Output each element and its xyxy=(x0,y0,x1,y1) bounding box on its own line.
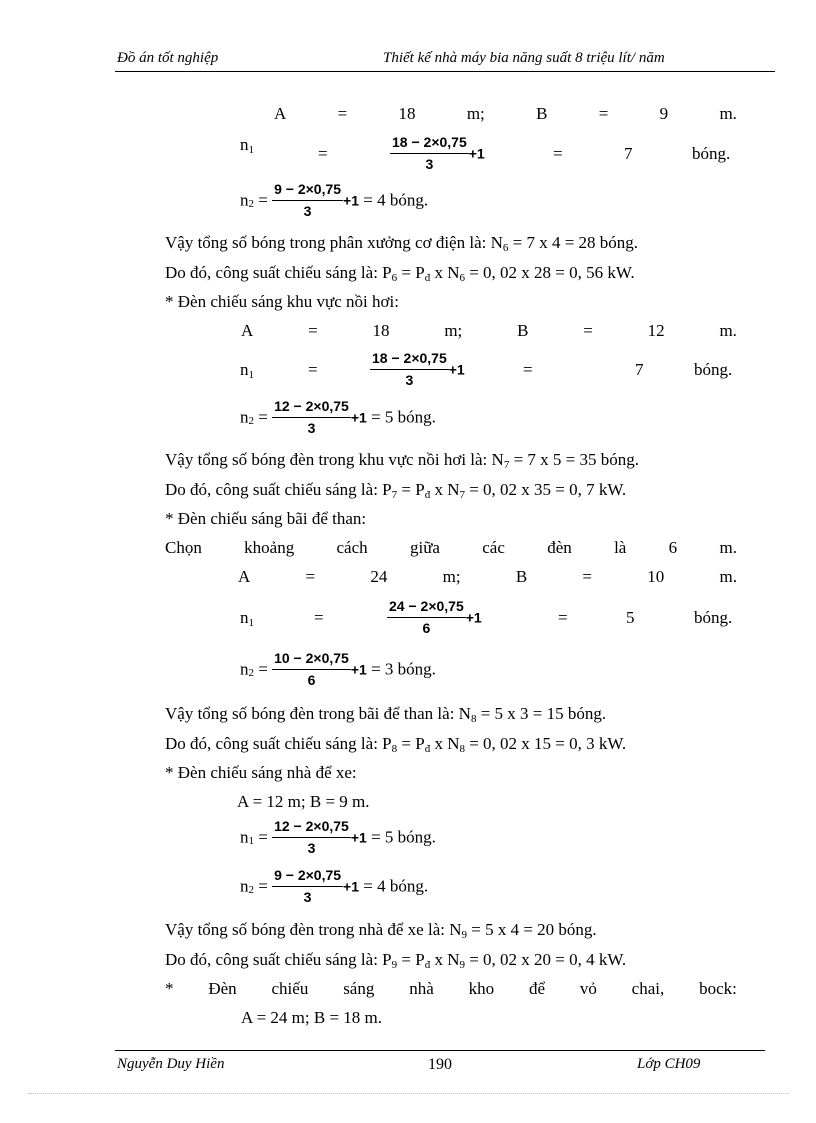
token: m. xyxy=(719,567,737,586)
s1-power: Do đó, công suất chiếu sáng là: $P_6 = P_đ$ x $N_6 = 0$, 02 x 28 = 0, 56 kW. xyxy=(165,263,635,284)
footer-class: Lớp CH09 xyxy=(637,1056,701,1072)
s1-n1-row xyxy=(240,134,738,172)
s1-n1-unit: bóng. xyxy=(692,144,731,163)
token: đèn xyxy=(547,538,572,557)
token: là xyxy=(614,538,627,557)
s2-n2-row: $n_2$ = $\frac{12 - 2\times 0,75}{3}$ +1 = 5 bóng. xyxy=(240,398,436,436)
page-edge-dots xyxy=(28,1093,788,1094)
s2-title: * Đèn chiếu sáng khu vực nồi hơi: xyxy=(165,292,399,311)
token: A xyxy=(274,104,287,123)
s3-total: Vậy tổng số bóng đèn trong bãi để than là: $N_8 = 5$ x 3 = 15 bóng. xyxy=(165,704,607,725)
token: nhà xyxy=(409,979,434,998)
page-number: 190 xyxy=(428,1056,452,1073)
token: m; xyxy=(444,321,463,340)
token: chiếu xyxy=(271,979,309,998)
token: vỏ xyxy=(579,979,597,998)
token: khoảng xyxy=(244,538,295,557)
s2-dimensions xyxy=(241,321,737,341)
header-right: Thiết kế nhà máy bia năng suất 8 triệu lít/ năm xyxy=(383,50,665,66)
s1-n1-lhs: $n_1$ xyxy=(240,134,254,156)
s1-n1-formula: $\frac{18 - 2\times 0,75}{3}$ +1 xyxy=(392,134,485,172)
s1-n1-val: 7 xyxy=(624,144,633,163)
token: m; xyxy=(442,567,461,586)
token: 24 xyxy=(370,567,388,586)
token: 18 xyxy=(372,321,390,340)
token: Đèn xyxy=(208,979,237,998)
s2-power: Do đó, công suất chiếu sáng là: $P_7 = P_đ$ x $N_7 = 0$, 02 x 35 = 0, 7 kW. xyxy=(165,480,627,501)
token: để xyxy=(528,979,545,998)
token: = xyxy=(583,321,593,340)
token: = xyxy=(337,104,348,123)
token: A xyxy=(241,321,254,340)
token: m. xyxy=(719,538,737,557)
token: m; xyxy=(466,104,485,123)
s4-n2-row: $n_2$ = $\frac{9 - 2\times 0,75}{3}$ +1 = 4 bóng. xyxy=(240,867,429,905)
token: = xyxy=(305,567,316,586)
s4-total: Vậy tổng số bóng đèn trong nhà để xe là: $N_9 = 5$ x 4 = 20 bóng. xyxy=(165,920,597,941)
footer-rule xyxy=(115,1050,765,1051)
token: B xyxy=(515,567,528,586)
token: sáng xyxy=(343,979,375,998)
s5-dimensions: A = 24 m; B = 18 m. xyxy=(241,1008,383,1027)
s3-title: * Đèn chiếu sáng bãi để than: xyxy=(165,509,367,528)
token: 18 xyxy=(398,104,416,123)
s1-n1-eq2: = xyxy=(553,144,563,163)
footer-author: Nguyễn Duy Hiền xyxy=(117,1056,225,1072)
token: = xyxy=(308,321,318,340)
s2-total: Vậy tổng số bóng đèn trong khu vực nồi hơi là: $N_7 = 7$ x 5 = 35 bóng. xyxy=(165,450,639,471)
s1-n1-eq: = xyxy=(318,144,328,163)
token: = xyxy=(598,104,609,123)
s3-choose xyxy=(165,538,737,558)
token: B xyxy=(536,104,548,123)
s3-power: Do đó, công suất chiếu sáng là: $P_8 = P_đ$ x $N_8 = 0$, 02 x 15 = 0, 3 kW. xyxy=(165,734,627,755)
token: 6 xyxy=(668,538,678,557)
s5-title xyxy=(165,979,737,999)
token: kho xyxy=(468,979,495,998)
s4-dimensions: A = 12 m; B = 9 m. xyxy=(237,792,370,811)
s1-n2-row: $n_2$ = $\frac{9 - 2\times 0,75}{3}$ +1 = 4 bóng. xyxy=(240,181,429,219)
header-rule xyxy=(115,71,775,72)
header-left: Đồ án tốt nghiệp xyxy=(117,50,219,66)
token: = xyxy=(582,567,593,586)
token: các xyxy=(482,538,505,557)
token: 10 xyxy=(647,567,665,586)
s1-dimensions xyxy=(274,104,737,124)
s3-n2-row: $n_2$ = $\frac{10 - 2\times 0,75}{6}$ +1 = 3 bóng. xyxy=(240,650,436,688)
token: 12 xyxy=(647,321,665,340)
token: m. xyxy=(719,321,737,340)
s4-power: Do đó, công suất chiếu sáng là: $P_9 = P_đ$ x $N_9 = 0$, 02 x 20 = 0, 4 kW. xyxy=(165,950,627,971)
token: cách xyxy=(336,538,368,557)
s4-n1-row: $n_1$ = $\frac{12 - 2\times 0,75}{3}$ +1 = 5 bóng. xyxy=(240,818,436,856)
s3-dimensions xyxy=(238,567,737,587)
token: chai, xyxy=(631,979,665,998)
token: Chọn xyxy=(165,538,202,557)
token: bock: xyxy=(699,979,737,998)
token: giữa xyxy=(409,538,440,557)
token: B xyxy=(517,321,529,340)
token: * xyxy=(165,979,174,998)
token: 9 xyxy=(659,104,669,123)
token: A xyxy=(238,567,251,586)
s4-title: * Đèn chiếu sáng nhà để xe: xyxy=(165,763,357,782)
s1-total: Vậy tổng số bóng trong phân xưởng cơ điện là: $N_6 = 7$ x 4 = 28 bóng. xyxy=(165,233,639,254)
token: m. xyxy=(719,104,737,123)
